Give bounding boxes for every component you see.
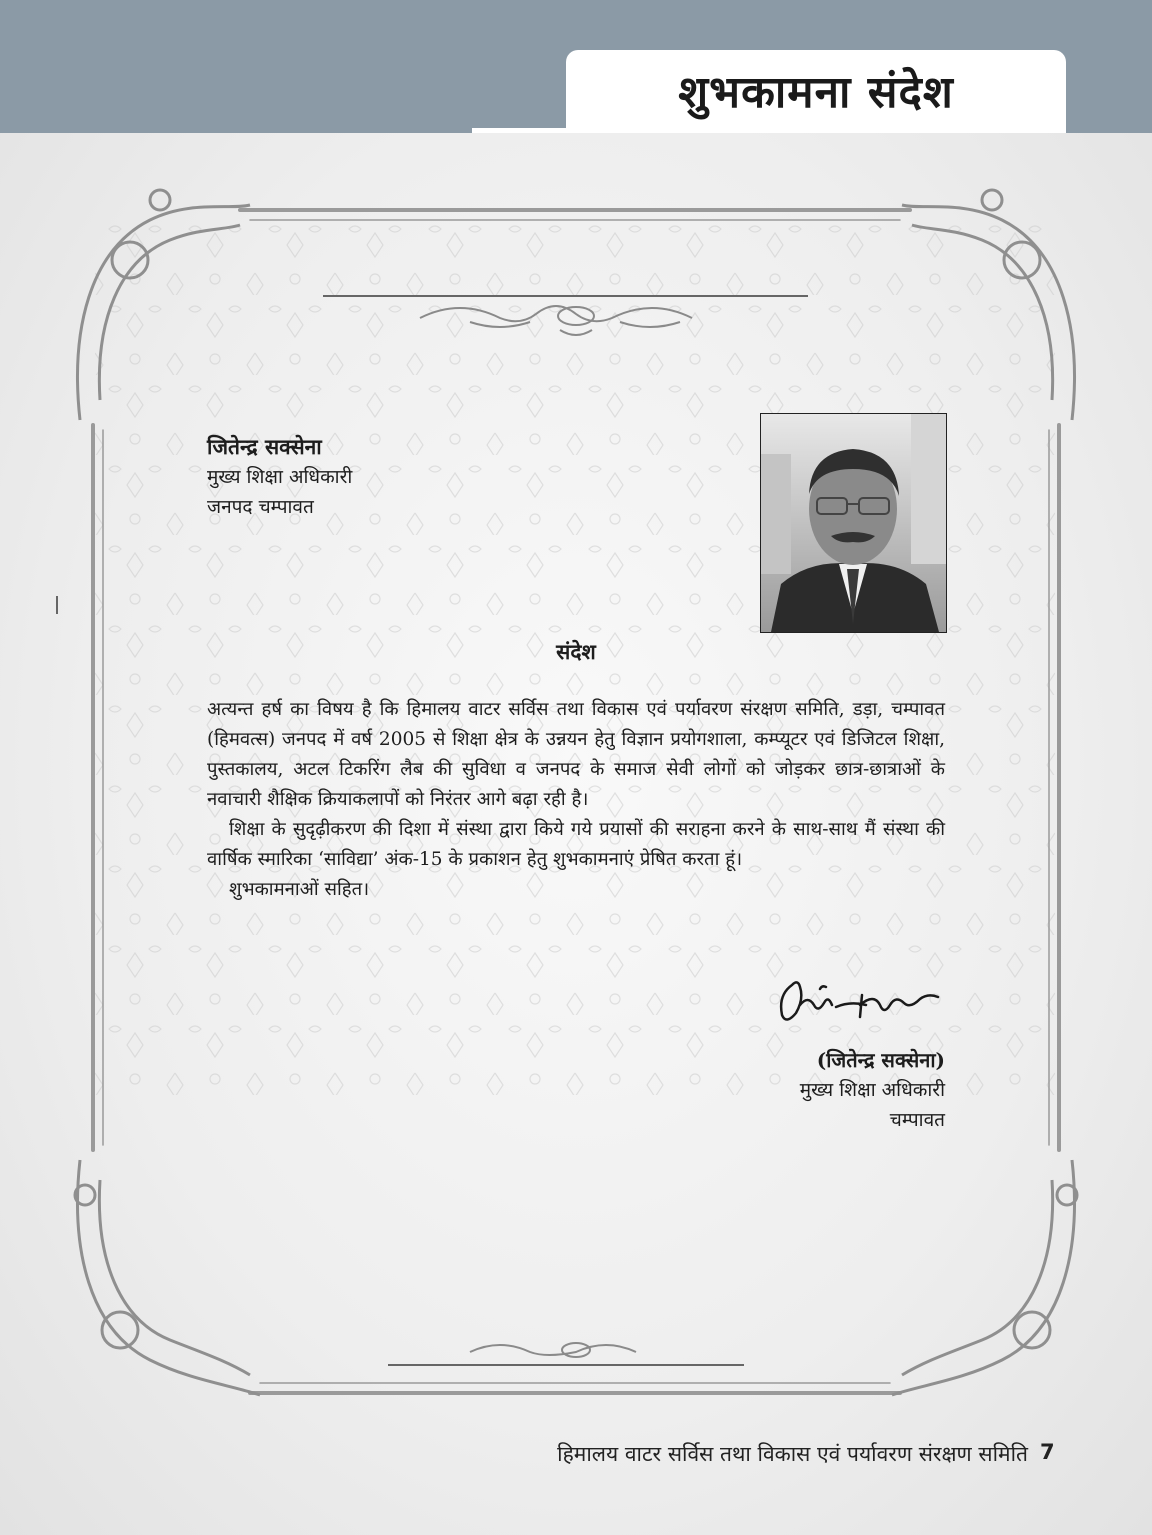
margin-mark [56,596,58,614]
person-portrait-icon [761,414,946,632]
page-number: 7 [1040,1440,1055,1464]
sender-designation: मुख्य शिक्षा अधिकारी [207,466,353,488]
sender-name: जितेन्द्र सक्सेना [207,434,322,459]
footer-organization: हिमालय वाटर सर्विस तथा विकास एवं पर्यावरण संरक्षण समिति [557,1442,1028,1466]
signoff-block [800,1045,945,1135]
message-paragraph: अत्यन्त हर्ष का विषय है कि हिमालय वाटर सर्विस तथा विकास एवं पर्यावरण संरक्षण समिति, डड़ा, चम्पावत (हिमवत्स) जनपद में वर्ष 2005 से शिक्षा क्षेत्र के उन्नयन हेतु विज्ञान प्रयोगशाला, कम्प्यूटर एवं डिजिटल शिक्षा, पुस्तकालय, अटल टिकरिंग लैब की सुविधा व जनपद के समाज सेवी लोगों को जोड़कर छात्र-छात्राओं के नवाचारी शैक्षिक क्रियाकलापों को निरंतर आगे बढ़ा रही है। [207,699,945,810]
handwritten-signature [770,965,950,1035]
signoff-location: चम्पावत [889,1109,945,1131]
sender-block [207,432,352,522]
sender-photo [760,413,947,633]
message-body [207,695,945,905]
signoff-designation: मुख्य शिक्षा अधिकारी [799,1079,945,1101]
signoff-name: (जितेन्द्र सक्सेना) [816,1048,945,1072]
message-paragraph: शिक्षा के सुदृढ़ीकरण की दिशा में संस्था द्वारा किये गये प्रयासों की सराहना करने के साथ-साथ मैं संस्था की वार्षिक स्मारिका ‘साविद्या’ अंक-15 के प्रकाशन हेतु शुभकामनाएं प्रेषित करता हूं। [207,819,945,870]
page-title: शुभकामना संदेश [678,67,954,118]
sender-location: जनपद चम्पावत [207,496,314,518]
message-paragraph: शुभकामनाओं सहित। [229,879,370,900]
message-heading: संदेश [556,639,596,664]
